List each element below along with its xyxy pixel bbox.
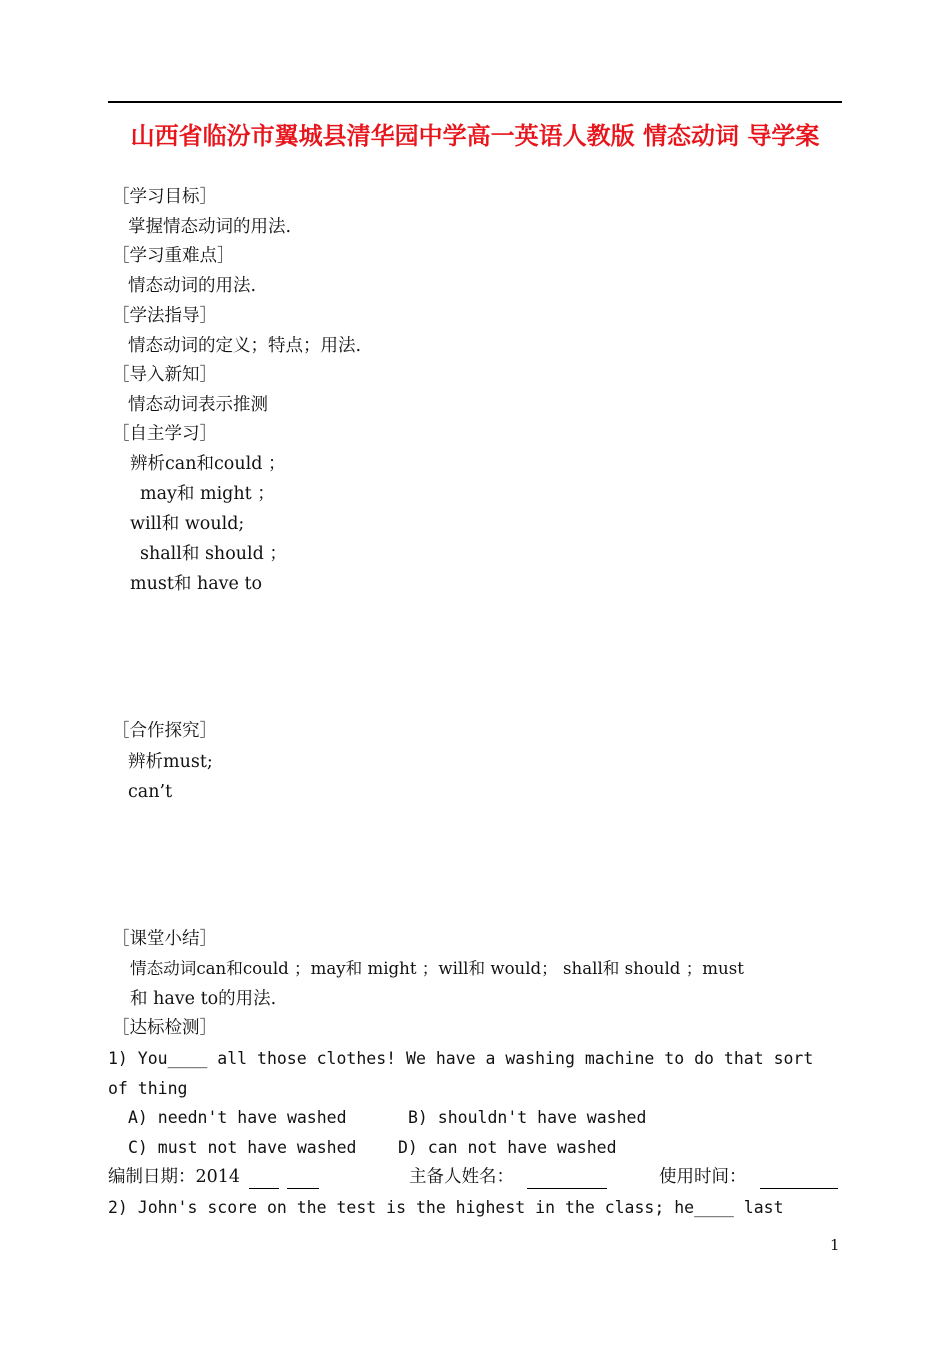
date-blank-day — [287, 1188, 319, 1189]
author-blank — [527, 1188, 607, 1189]
summary-heading: ［课堂小结］ — [112, 929, 217, 949]
question-1-option-c: C) must not have washed — [128, 1138, 357, 1157]
key-heading: ［学习重难点］ — [112, 246, 235, 266]
cooperation-item: 辨析must; — [128, 752, 213, 772]
test-heading: ［达标检测］ — [112, 1018, 217, 1038]
self-study-item: may和 might ； — [140, 484, 275, 504]
method-text: 情态动词的定义；特点；用法. — [128, 336, 362, 356]
question-1-option-b: B) shouldn't have washed — [408, 1108, 647, 1127]
self-study-heading: ［自主学习］ — [112, 424, 217, 444]
use-time-blank — [760, 1188, 838, 1189]
use-time-label: 使用时间： — [659, 1167, 747, 1187]
cooperation-heading: ［合作探究］ — [112, 721, 217, 741]
goal-heading: ［学习目标］ — [112, 187, 217, 207]
date-blank-month — [249, 1188, 279, 1189]
cooperation-item: can’t — [128, 782, 173, 802]
question-1-option-a: A) needn't have washed — [128, 1108, 347, 1127]
page-number: 1 — [830, 1236, 840, 1254]
question-1-stem-cont: of thing — [108, 1079, 188, 1098]
goal-text: 掌握情态动词的用法. — [128, 217, 292, 237]
question-1-stem: 1) You____ all those clothes! We have a washing machine to do that sort — [108, 1049, 814, 1068]
intro-text: 情态动词表示推测 — [128, 395, 268, 415]
document-title: 山西省临汾市翼城县清华园中学高一英语人教版 情态动词 导学案 — [130, 122, 820, 150]
self-study-item: shall和 should ； — [140, 544, 287, 564]
method-heading: ［学法指导］ — [112, 306, 217, 326]
top-rule — [108, 101, 842, 103]
author-label: 主备人姓名： — [409, 1167, 514, 1187]
compile-date-label: 编制日期：2014 — [108, 1167, 241, 1187]
self-study-item: 辨析can和could ； — [130, 454, 286, 474]
question-2-stem: 2) John's score on the test is the highest in the class; he____ last — [108, 1198, 784, 1217]
key-text: 情态动词的用法. — [128, 276, 257, 296]
summary-line: 情态动词can和could ；may和 might ；will和 would； shall和 should ；must — [130, 959, 744, 978]
summary-line: 和 have to的用法. — [130, 989, 277, 1009]
self-study-item: will和 would; — [130, 514, 245, 534]
question-1-option-d: D) can not have washed — [398, 1138, 617, 1157]
self-study-item: must和 have to — [130, 574, 263, 594]
intro-heading: ［导入新知］ — [112, 365, 217, 385]
